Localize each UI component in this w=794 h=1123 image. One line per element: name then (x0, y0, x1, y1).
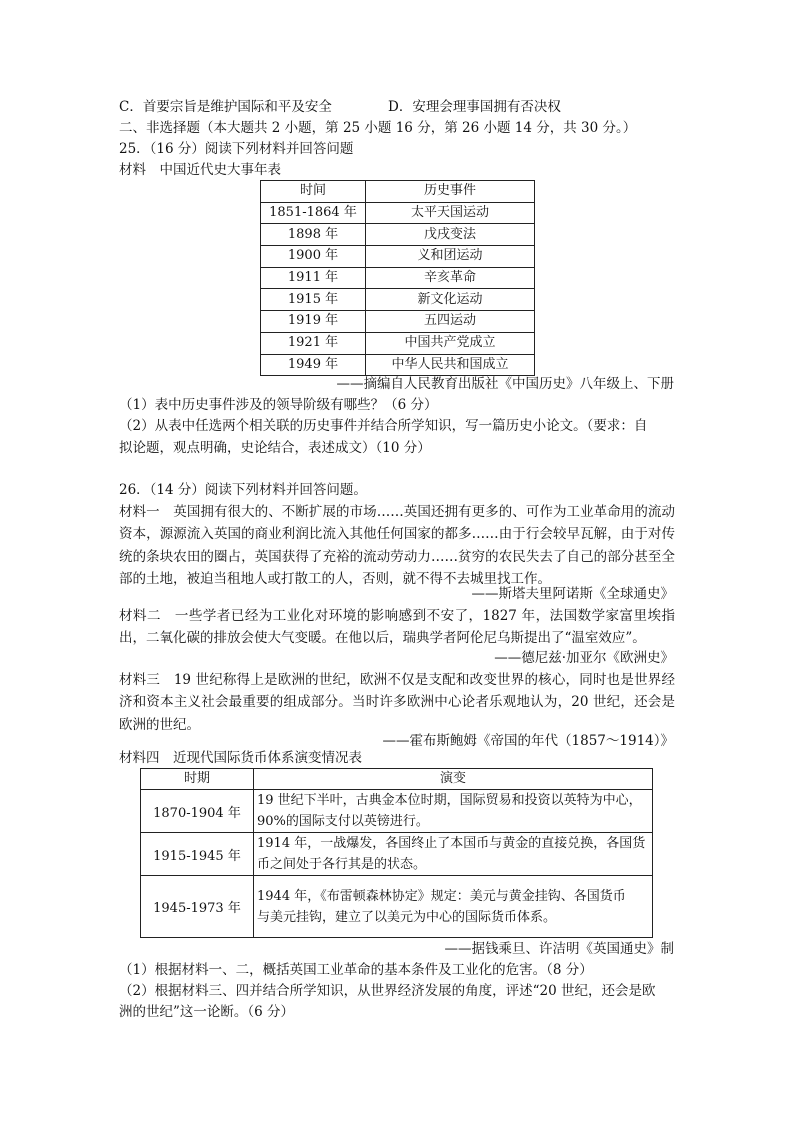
material-3-source: ——霍布斯鲍姆《帝国的年代（1857～1914）》 (382, 733, 674, 749)
cell-evolution: 1914 年，一战爆发，各国终止了本国币与黄金的直接兑换，各国货币之间处于各行其是的状态。 (254, 833, 653, 876)
cell-event: 新文化运动 (366, 289, 535, 311)
table-header-row (261, 181, 535, 203)
cell-time: 1851-1864 年 (261, 202, 366, 224)
material-1-source: ——斯塔夫里阿诺斯《全球通史》 (471, 586, 674, 602)
table-row (261, 311, 535, 333)
material-1: 材料一 英国拥有很大的、不断扩展的市场……英国还拥有更多的、可作为工业革命用的流动资本，源源流入英国的商业利润比流入其他任何国家的都多……由于行会较早瓦解，由于对传统的条块农田的圈占，英国获得了充裕的流动劳动力……贫穷的农民失去了自己的部分甚至全部的土地，被迫当租地人或打散工的人，否则，就不得不去城里找工作。 (119, 504, 675, 587)
material-2-source: ——德尼兹·加亚尔《欧洲史》 (494, 650, 674, 666)
q26-intro: 26．（14 分）阅读下列材料并回答问题。 (119, 482, 367, 498)
currency-system-table (140, 768, 653, 938)
material-4-title: 材料四 近现代国际货币体系演变情况表 (119, 750, 362, 766)
cell-event: 中国共产党成立 (366, 332, 535, 354)
cell-evolution: 1944 年，《布雷顿森林协定》规定：美元与黄金挂钩、各国货币 与美元挂钩，建立了以美元为中心的国际货币体系。 (254, 876, 653, 938)
cell-time: 1915 年 (261, 289, 366, 311)
cell-period: 1915-1945 年 (141, 833, 254, 876)
cell-time: 1921 年 (261, 332, 366, 354)
cell-event: 五四运动 (366, 311, 535, 333)
table-row (141, 876, 653, 938)
table-row (261, 267, 535, 289)
option-d: D．安理会理事国拥有否决权 (388, 99, 561, 115)
q26-question-1: （1）根据材料一、二，概括英国工业革命的基本条件及工业化的危害。（8 分） (119, 962, 593, 978)
table-row (261, 289, 535, 311)
cell-time: 1919 年 (261, 311, 366, 333)
table-row (141, 790, 653, 833)
q25-source: ——摘编自人民教育出版社《中国历史》八年级上、下册 (336, 376, 674, 392)
material-3: 材料三 19 世纪称得上是欧洲的世纪，欧洲不仅是支配和改变世界的核心，同时也是世界经济和资本主义社会最重要的组成部分。当时许多欧洲中心论者乐观地认为，20 世纪，还会是欧洲的世纪。 (119, 672, 675, 733)
q25-question-1: （1）表中历史事件涉及的领导阶级有哪些？（6 分） (119, 397, 438, 413)
cell-evolution: 19 世纪下半叶，古典金本位时期，国际贸易和投资以英特为中心，90%的国际支付以英镑进行。 (254, 790, 653, 833)
table-row (261, 202, 535, 224)
cell-time: 1911 年 (261, 267, 366, 289)
cell-period: 1945-1973 年 (141, 876, 254, 938)
table-row (261, 246, 535, 268)
chronology-table (260, 180, 535, 376)
header-period: 时期 (141, 769, 254, 790)
cell-time: 1900 年 (261, 246, 366, 268)
table-row (261, 354, 535, 376)
header-event: 历史事件 (366, 181, 535, 203)
table-row (141, 833, 653, 876)
header-time: 时间 (261, 181, 366, 203)
q25-material-title: 材料 中国近代史大事年表 (119, 162, 281, 178)
q25-question-2-line1: （2）从表中任选两个相关联的历史事件并结合所学知识，写一篇历史小论文。（要求：自 (119, 418, 648, 434)
q25-question-2-line2: 拟论题，观点明确，史论结合，表述成文）（10 分） (119, 440, 431, 456)
table-row (261, 332, 535, 354)
cell-event: 辛亥革命 (366, 267, 535, 289)
cell-time: 1949 年 (261, 354, 366, 376)
cell-event: 中华人民共和国成立 (366, 354, 535, 376)
cell-event: 太平天国运动 (366, 202, 535, 224)
q26-question-2-line1: （2）根据材料三、四并结合所学知识，从世界经济发展的角度，评述“20 世纪，还会是欧 (119, 983, 656, 999)
cell-event: 义和团运动 (366, 246, 535, 268)
table-header-row (141, 769, 653, 790)
material-2: 材料二 一些学者已经为工业化对环境的影响感到不安了，1827 年，法国数学家富里埃指出，二氧化碳的排放会使大气变暖。在他以后，瑞典学者阿伦尼乌斯提出了“温室效应”。 (119, 608, 675, 647)
cell-event: 戊戌变法 (366, 224, 535, 246)
q26-question-2-line2: 洲的世纪”这一论断。（6 分） (119, 1004, 295, 1020)
header-evolution: 演变 (254, 769, 653, 790)
q25-intro: 25．（16 分）阅读下列材料并回答问题 (119, 141, 354, 157)
cell-period: 1870-1904 年 (141, 790, 254, 833)
section-heading: 二、非选择题（本大题共 2 小题，第 25 小题 16 分，第 26 小题 14 分，共 30 分。） (119, 120, 637, 136)
cell-time: 1898 年 (261, 224, 366, 246)
table-row (261, 224, 535, 246)
material-4-source: ——据钱乘旦、许洁明《英国通史》制 (444, 941, 674, 957)
option-c: C．首要宗旨是维护国际和平及安全 (119, 99, 332, 115)
